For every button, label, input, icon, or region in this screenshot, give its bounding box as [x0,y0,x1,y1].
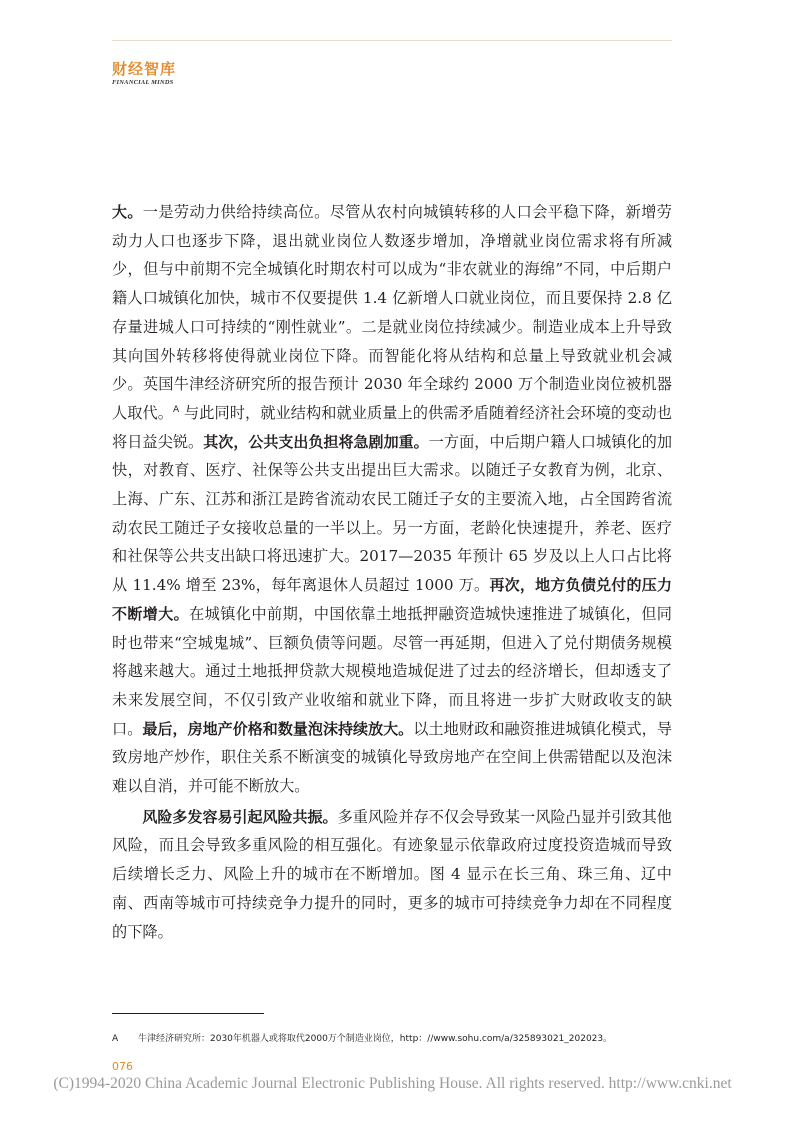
body-text-run: 多重风险并存不仅会导致某一风险凸显并引致其他风险，而且会导致多重风险的相互强化。有迹象显示依靠政府过度投资造城而导致后续增长乏力、风险上升的城市在不断增加。图 4 显示在长三角、珠三角、辽中南、西南等城市可持续竞争力提升的同时，更多的城市可持续竞争力却在不同程度的下降。 [112,807,672,941]
body-text-run: 一是劳动力供给持续高位。尽管从农村向城镇转移的人口会平稳下降，新增劳动力人口也逐步下降，退出就业岗位人数逐步增加，净增就业岗位需求将有所减少，但与中前期不完全城镇化时期农村可以成为“非农就业的海绵”不同，中后期户籍人口城镇化加快，城市不仅要提供 1.4 亿新增人口就业岗位，而且要保持 2.8 亿存量进城人口可持续的“刚性就业”。二是就业岗位持续减少。制造业成本上升导致其向国外转移将使得就业岗位下降。而智能化将从结构和总量上导致就业机会减少。英国牛津经济研究所的报告预计 2030 年全球约 2000 万个制造业岗位被机器人取代。 [112,203,672,422]
header-rule [112,40,672,41]
page-number: 076 [112,1060,133,1073]
journal-brand [112,60,176,86]
body-text-run: 与此同时，就业结构和就业质量上的供需矛盾随着经济社会环境的变动也将日益尖锐。 [112,403,672,451]
body-text-run: 以土地财政和融资推进城镇化模式，导致房地产炒作，职住关系不断演变的城镇化导致房地产在空间上供需错配以及泡沫难以自消，并可能不断放大。 [112,719,673,796]
bold-lead-text: 最后，房地产价格和数量泡沫持续放大。 [142,719,414,738]
bold-lead-text: 其次，公共支出负担将急剧加重。 [203,432,429,451]
article-body [112,198,672,946]
footnote-text: 牛津经济研究所：2030年机器人或将取代2000万个制造业岗位，http：//www.sohu.com/a/325893021_202023。 [138,1034,613,1044]
bold-lead-text: 大。 [112,203,143,221]
footnote-mark: A [112,1034,119,1044]
footnote-reference: A [173,404,180,415]
brand-subtitle: FINANCIAL MINDS [112,79,174,86]
body-text-run: 在城镇化中前期，中国依靠土地抵押融资造城快速推进了城镇化，但同时也带来“空城鬼城”、巨额负债等问题。尽管一再延期，但进入了兑付期债务规模将越来越大。通过土地抵押贷款大规模地造城促进了过去的经济增长，但却透支了未来发展空间，不仅引致产业收缩和就业下降，而且将进一步扩大财政收支的缺口。 [112,604,672,738]
copyright-notice: (C)1994-2020 China Academic Journal Electronic Publishing House. All rights reserved. http://www.cnki.net [53,1075,732,1092]
brand-title: 财经智库 [112,60,177,78]
footnote-rule [112,1013,264,1014]
paragraph-2 [112,803,672,947]
footnote [112,1031,682,1044]
paragraph-1 [112,198,672,801]
bold-lead-text: 再次，地方负债兑付的压力不断增大。 [112,576,672,623]
body-text-run: 一方面，中后期户籍人口城镇化的加快，对教育、医疗、社保等公共支出提出巨大需求。以随迁子女教育为例，北京、上海、广东、江苏和浙江是跨省流动农民工随迁子女的主要流入地，占全国跨省流动农民工随迁子女接收总量的一半以上。另一方面，老龄化快速提升，养老、医疗和社保等公共支出缺口将迅速扩大。2017—2035 年预计 65 岁及以上人口占比将从 11.4% 增至 23%，每年离退休人员超过 1000 万。 [112,432,673,595]
bold-lead-text: 风险多发容易引起风险共振。 [142,807,338,826]
